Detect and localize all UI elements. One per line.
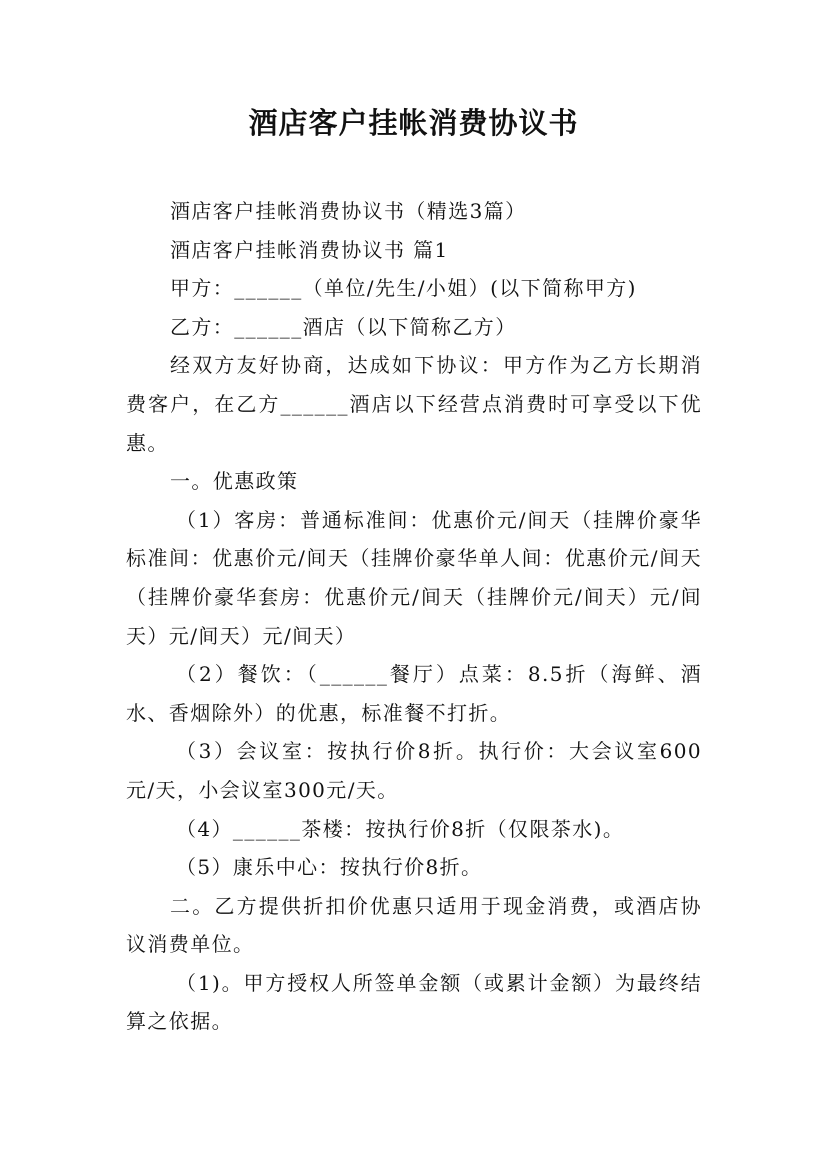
- paragraph-agreement-intro: 经双方友好协商，达成如下协议：甲方作为乙方长期消费客户，在乙方______酒店以下经营点消费时可享受以下优惠。: [126, 353, 702, 455]
- document-title: 酒店客户挂帐消费协议书: [248, 106, 579, 140]
- paragraph-section-two: 二。乙方提供折扣价优惠只适用于现金消费，或酒店协议消费单位。: [126, 893, 702, 957]
- paragraph-recreation-policy: （5）康乐中心：按执行价8折。: [176, 855, 483, 880]
- paragraph-heading-selection: 酒店客户挂帐消费协议书（精选3篇）: [170, 199, 527, 223]
- paragraph-heading-part-1: 酒店客户挂帐消费协议书 篇1: [170, 237, 449, 262]
- paragraph-section-one-heading: 一。优惠政策: [170, 469, 299, 494]
- paragraph-meeting-room-policy: （3）会议室：按执行价8折。执行价：大会议室600元/天，小会议室300元/天。: [126, 739, 702, 802]
- paragraph-rooms-policy: （1）客房：普通标准间：优惠价元/间天（挂牌价豪华标准间：优惠价元/间天（挂牌价豪华单人间：优惠价元/间天（挂牌价豪华套房：优惠价元/间天（挂牌价元/间天）元/间天）元/间天）元/间天）: [126, 507, 702, 648]
- paragraph-party-a: 甲方：______（单位/先生/小姐）(以下简称甲方): [170, 276, 637, 301]
- paragraph-settlement-basis: （1)。甲方授权人所签单金额（或累计金额）为最终结算之依据。: [126, 970, 702, 1034]
- paragraph-teahouse-policy: （4）______茶楼：按执行价8折（仅限茶水)。: [176, 816, 625, 841]
- paragraph-dining-policy: （2）餐饮：（______餐厅）点菜：8.5折（海鲜、酒水、香烟除外）的优惠，标准餐不打折。: [126, 662, 702, 725]
- document-body: [126, 192, 702, 1041]
- paragraph-party-b: 乙方：______酒店（以下简称乙方）: [170, 314, 517, 339]
